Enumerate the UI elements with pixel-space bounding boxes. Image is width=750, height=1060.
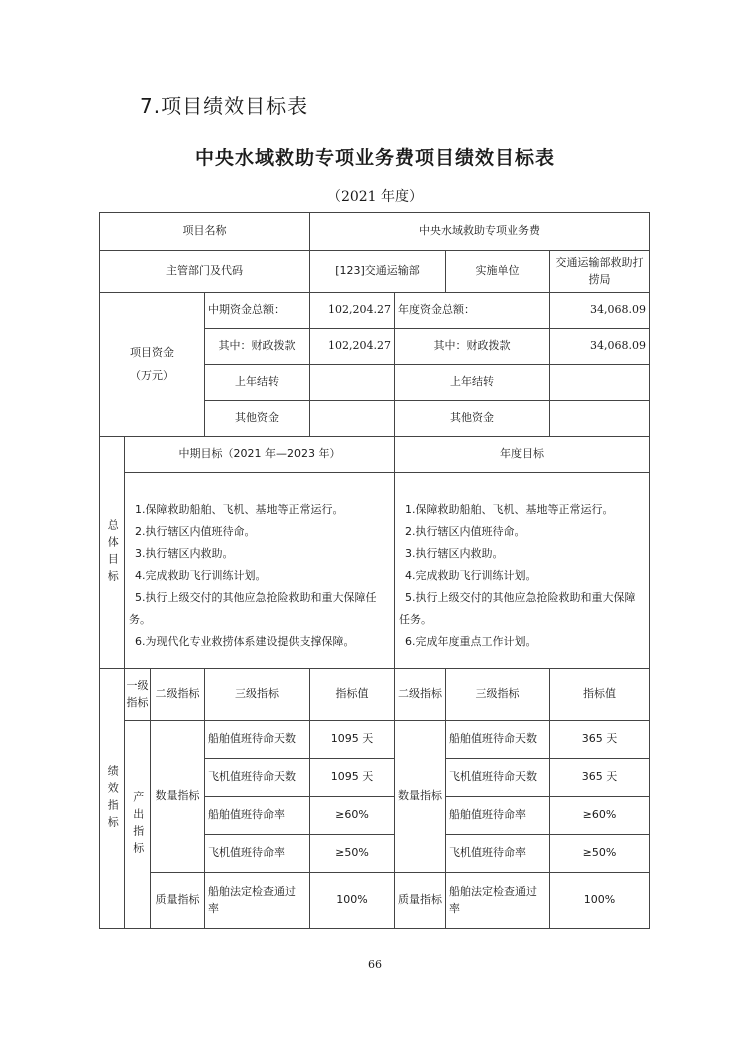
mid-total-value: 102,204.27 [310, 293, 395, 329]
funds-row [100, 293, 650, 329]
indicator-name: 飞机值班待命天数 [446, 759, 550, 797]
annual-goal-header: 年度目标 [395, 437, 650, 473]
funds-label-cell [100, 293, 205, 437]
mid-carry-value [310, 365, 395, 401]
list-item: 5.执行上级交付的其他应急抢险救助和重大保障任务。 [129, 591, 377, 626]
indicator-value: ≥50% [550, 835, 650, 873]
list-item: 1.保障救助船舶、飞机、基地等正常运行。 [405, 503, 614, 516]
overall-goal-row [100, 473, 650, 669]
annual-carry-value [550, 365, 650, 401]
value-header: 指标值 [310, 669, 395, 721]
quantity-indicator-label: 数量指标 [151, 721, 205, 873]
list-item: 2.执行辖区内值班待命。 [135, 525, 256, 538]
level2-header: 二级指标 [151, 669, 205, 721]
annual-fiscal-label: 其中：财政拨款 [395, 329, 550, 365]
indicator-value: ≥60% [550, 797, 650, 835]
list-item: 3.执行辖区内救助。 [135, 547, 234, 560]
indicator-value: 1095 天 [310, 759, 395, 797]
project-name-value: 中央水域救助专项业务费 [310, 213, 650, 251]
indicator-header-row [100, 669, 650, 721]
list-item: 6.完成年度重点工作计划。 [405, 635, 537, 648]
annual-carry-label: 上年结转 [395, 365, 550, 401]
overall-goal-label: 总体目标 [100, 437, 125, 669]
annual-total-value: 34,068.09 [550, 293, 650, 329]
indicator-name: 飞机值班待命率 [205, 835, 310, 873]
list-item: 4.完成救助飞行训练计划。 [405, 569, 537, 582]
unit-label: 实施单位 [446, 251, 550, 293]
level3-header-annual: 三级指标 [446, 669, 550, 721]
mid-fiscal-label: 其中：财政拨款 [205, 329, 310, 365]
annual-other-value [550, 401, 650, 437]
project-name-row [100, 213, 650, 251]
table-row [100, 721, 650, 759]
section-heading: 7.项目绩效目标表 [140, 94, 309, 118]
dept-value: [123]交通运输部 [310, 251, 446, 293]
mid-total-label: 中期资金总额： [205, 293, 310, 329]
indicator-value: 100% [310, 873, 395, 929]
overall-goal-header-row [100, 437, 650, 473]
quantity-indicator-label-annual: 数量指标 [395, 721, 446, 873]
quality-indicator-label: 质量指标 [151, 873, 205, 929]
page-number: 66 [368, 958, 382, 971]
output-indicator-label: 产出指标 [125, 721, 151, 929]
indicator-value: 100% [550, 873, 650, 929]
indicator-value: 1095 天 [310, 721, 395, 759]
indicator-name: 飞机值班待命率 [446, 835, 550, 873]
list-item: 6.为现代化专业救捞体系建设提供支撑保障。 [135, 635, 355, 648]
funds-unit: （万元） [130, 368, 174, 382]
indicator-name: 船舶值班待命率 [205, 797, 310, 835]
indicator-name: 船舶值班待命率 [446, 797, 550, 835]
indicator-value: 365 天 [550, 759, 650, 797]
dept-label: 主管部门及代码 [100, 251, 310, 293]
value-header-annual: 指标值 [550, 669, 650, 721]
mid-fiscal-value: 102,204.27 [310, 329, 395, 365]
funds-label: 项目资金 [130, 346, 174, 359]
list-item: 3.执行辖区内救助。 [405, 547, 504, 560]
list-item: 5.执行上级交付的其他应急抢险救助和重大保障任务。 [399, 591, 636, 626]
mid-goal-list [125, 473, 395, 669]
performance-target-table [99, 212, 650, 929]
quality-indicator-label-annual: 质量指标 [395, 873, 446, 929]
unit-value: 交通运输部救助打捞局 [550, 251, 650, 293]
list-item: 4.完成救助飞行训练计划。 [135, 569, 267, 582]
annual-fiscal-value: 34,068.09 [550, 329, 650, 365]
indicator-value: ≥50% [310, 835, 395, 873]
page-title: 中央水域救助专项业务费项目绩效目标表 [194, 147, 555, 169]
year-label: （2021 年度） [326, 189, 424, 205]
indicator-name: 船舶法定检查通过率 [446, 873, 550, 929]
indicator-value: 365 天 [550, 721, 650, 759]
mid-other-value [310, 401, 395, 437]
level1-header: 一级指标 [125, 669, 151, 721]
department-row [100, 251, 650, 293]
annual-other-label: 其他资金 [395, 401, 550, 437]
performance-label: 绩效指标 [100, 669, 125, 929]
project-name-label: 项目名称 [100, 213, 310, 251]
list-item: 1.保障救助船舶、飞机、基地等正常运行。 [135, 503, 344, 516]
indicator-name: 船舶值班待命天数 [205, 721, 310, 759]
annual-goal-list [395, 473, 650, 669]
level2-header-annual: 二级指标 [395, 669, 446, 721]
level3-header: 三级指标 [205, 669, 310, 721]
indicator-name: 船舶法定检查通过率 [205, 873, 310, 929]
mid-goal-header: 中期目标（2021 年—2023 年） [125, 437, 395, 473]
table-row [100, 873, 650, 929]
indicator-name: 船舶值班待命天数 [446, 721, 550, 759]
indicator-name: 飞机值班待命天数 [205, 759, 310, 797]
list-item: 2.执行辖区内值班待命。 [405, 525, 526, 538]
annual-total-label: 年度资金总额： [395, 293, 550, 329]
mid-carry-label: 上年结转 [205, 365, 310, 401]
indicator-value: ≥60% [310, 797, 395, 835]
mid-other-label: 其他资金 [205, 401, 310, 437]
